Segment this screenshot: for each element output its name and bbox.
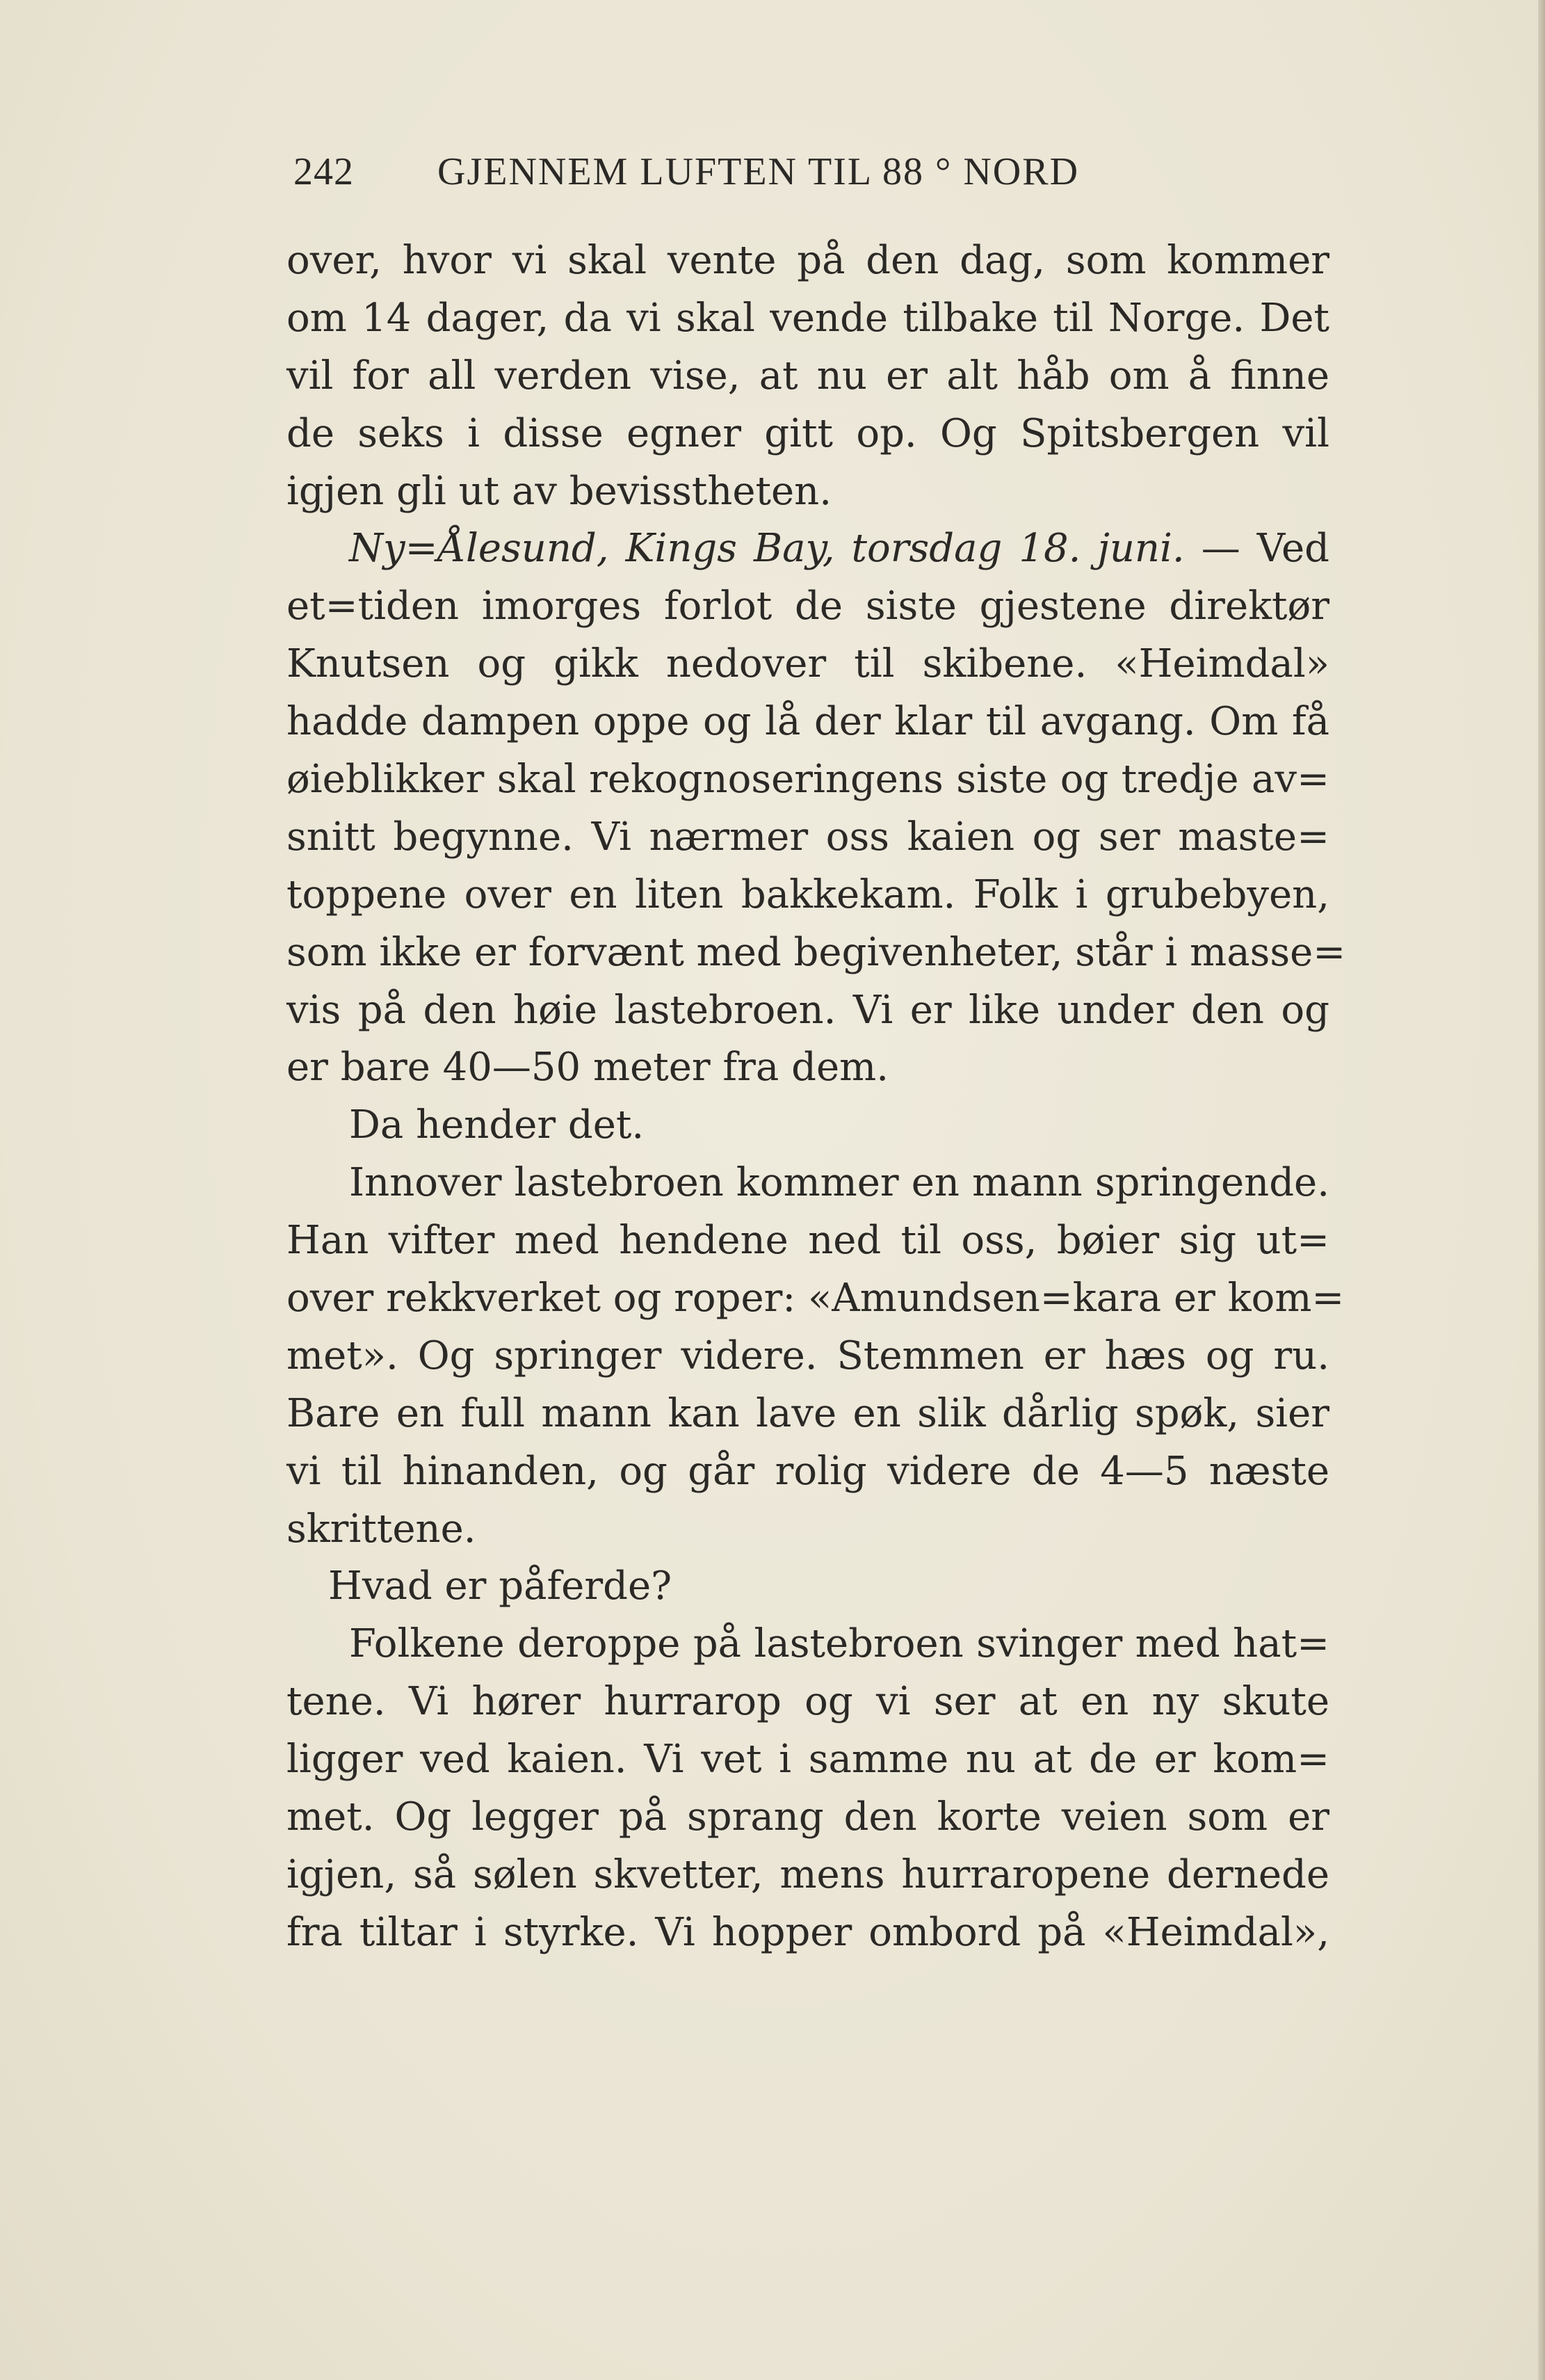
text-line: over, hvor vi skal vente på den dag, som kommer: [286, 238, 1329, 283]
text-line: igjen gli ut av bevisstheten.: [286, 468, 832, 514]
text-line: Hvad er påferde?: [328, 1563, 672, 1609]
text-line: et=tiden imorges forlot de siste gjestene direktør: [286, 584, 1329, 629]
text-line: met». Og springer videre. Stemmen er hæs og ru.: [286, 1333, 1329, 1378]
page-header: [293, 147, 1079, 196]
text-line: om 14 dager, da vi skal vende tilbake til Norge. Det: [286, 295, 1329, 341]
text-line: over rekkverket og roper: «Amundsen=kara er kom=: [286, 1276, 1345, 1321]
text-line: toppene over en liten bakkekam. Folk i grubebyen,: [286, 871, 1329, 917]
text-line: vil for all verden vise, at nu er alt håb om å finne: [286, 353, 1329, 399]
text-line: Da hender det.: [349, 1102, 645, 1148]
text-line: Bare en full mann kan lave en slik dårlig spøk, sier: [286, 1390, 1329, 1436]
text-line: vis på den høie lastebroen. Vi er like under den og: [286, 987, 1329, 1033]
text-line: Knutsen og gikk nedover til skibene. «Heimdal»: [286, 641, 1329, 687]
text-line: som ikke er forvænt med begivenheter, står i masse=: [286, 929, 1346, 975]
text-line: Folkene deroppe på lastebroen svinger med hat=: [349, 1621, 1329, 1667]
text-line: øieblikker skal rekognoseringens siste og tredje av=: [286, 757, 1329, 803]
text-line: tene. Vi hører hurrarop og vi ser at en ny skute: [286, 1679, 1329, 1725]
text-line: snitt begynne. Vi nærmer oss kaien og ser maste=: [286, 814, 1329, 860]
running-title: GJENNEM LUFTEN TIL 88 ° NORD: [437, 150, 1080, 193]
page-edge: [1538, 0, 1545, 2380]
text-line: vi til hinanden, og går rolig videre de 4—5 næste: [286, 1448, 1329, 1494]
text-line: ligger ved kaien. Vi vet i samme nu at de er kom=: [286, 1737, 1329, 1783]
text-line: Innover lastebroen kommer en mann springende.: [349, 1160, 1329, 1206]
text-line: met. Og legger på sprang den korte veien som er: [286, 1794, 1329, 1840]
page-number: 242: [293, 150, 354, 193]
text-line: igjen, så sølen skvetter, mens hurraropene dernede: [286, 1851, 1329, 1897]
dateline: Ny=Ålesund, Kings Bay, torsdag 18. juni.: [349, 526, 1185, 572]
text-line: er bare 40—50 meter fra dem.: [286, 1045, 889, 1091]
text-line: hadde dampen oppe og lå der klar til avgang. Om få: [286, 699, 1329, 745]
text-line: Han vifter med hendene ned til oss, bøier sig ut=: [286, 1218, 1329, 1264]
body-text: [286, 232, 1346, 1962]
dateline-line: [286, 520, 1329, 578]
dateline-continuation: — Ved: [1201, 526, 1329, 572]
text-line: fra tiltar i styrke. Vi hopper ombord på «Heimdal»,: [286, 1909, 1329, 1955]
text-line: de seks i disse egner gitt op. Og Spitsbergen vil: [286, 410, 1329, 456]
text-line: skrittene.: [286, 1506, 476, 1552]
